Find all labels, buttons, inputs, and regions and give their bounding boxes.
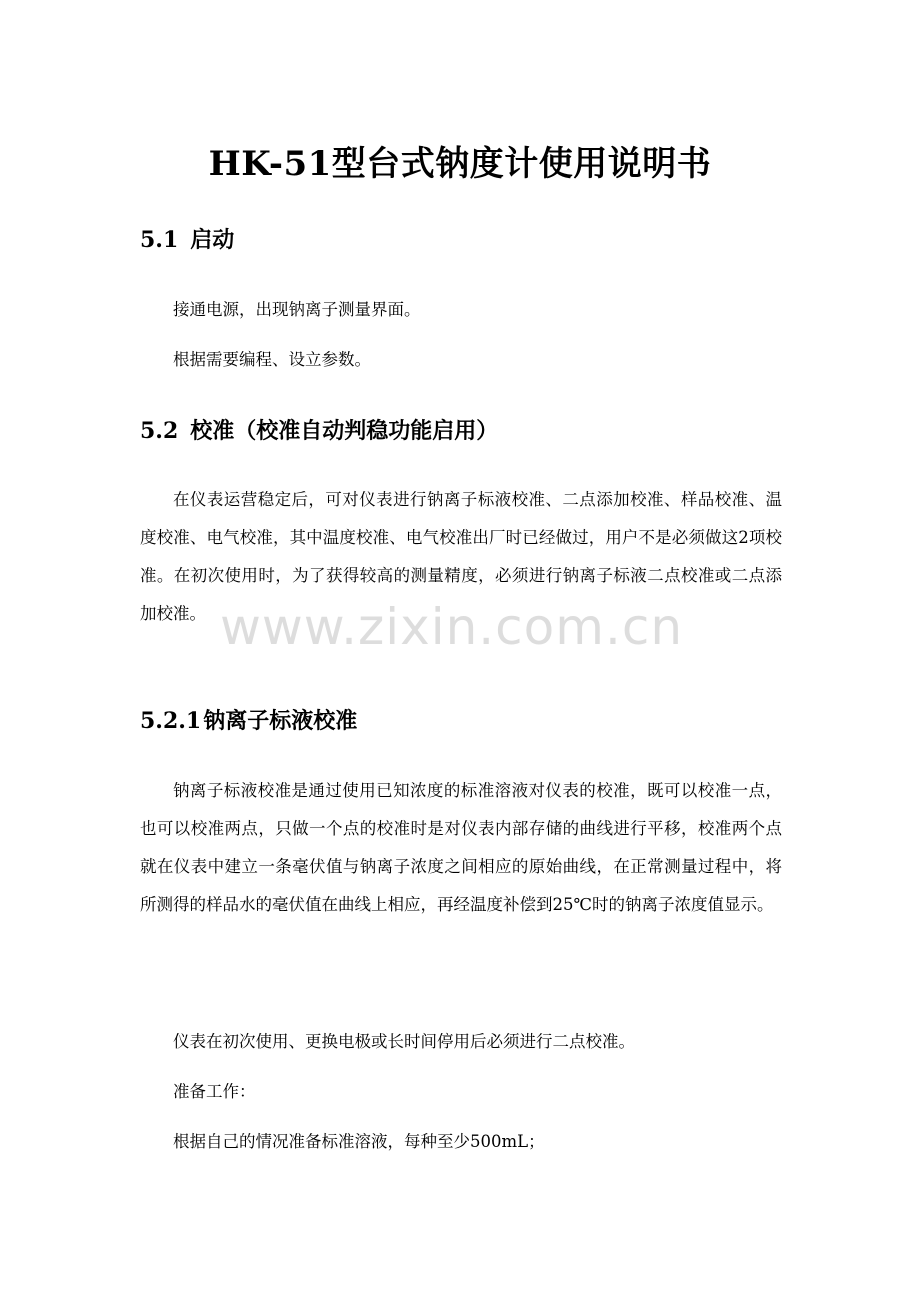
paragraph: 仪表在初次使用、更换电极或长时间停用后必须进行二点校准。 [173,1032,635,1051]
paragraph: 钠离子标液校准是通过使用已知浓度的标准溶液对仪表的校准，既可以校准一点，也可以校准两点，只做一个点的校准时是对仪表内部存储的曲线进行平移，校准两个点就在仪表中建立一条毫伏值与钠离子浓度之间相应的原始曲线，在正常测量过程中，将所测得的样品水的毫伏值在曲线上相应，再经温度补偿到25℃时的钠离子浓度值显示。 [140,781,782,914]
section-number: 5.2 [140,418,179,444]
section-heading-5-2-1 [140,706,357,736]
section-heading-5-1 [140,225,234,255]
section-title: 钠离子标液校准 [203,708,358,734]
document-title: HK-51型台式钠度计使用说明书 [208,144,712,184]
watermark: www.zixin.com.cn [220,598,684,656]
paragraph: 根据需要编程、设立参数。 [173,350,371,369]
paragraph: 准备工作： [173,1082,256,1101]
section-title: 启动 [190,227,235,253]
paragraph: 接通电源，出现钠离子测量界面。 [173,300,421,319]
paragraph: 在仪表运营稳定后，可对仪表进行钠离子标液校准、二点添加校准、样品校准、温度校准、电气校准，其中温度校准、电气校准出厂时已经做过，用户不是必须做这2项校准。在初次使用时，为了获得较高的测量精度，必须进行钠离子标液二点校准或二点添加校准。 [140,490,782,623]
section-heading-5-2 [140,416,498,446]
section-title: 校准（校准自动判稳功能启用） [190,418,499,444]
section-number: 5.2.1 [140,708,202,734]
section-number: 5.1 [140,227,179,253]
paragraph: 根据自己的情况准备标准溶液，每种至少500mL； [173,1132,545,1151]
